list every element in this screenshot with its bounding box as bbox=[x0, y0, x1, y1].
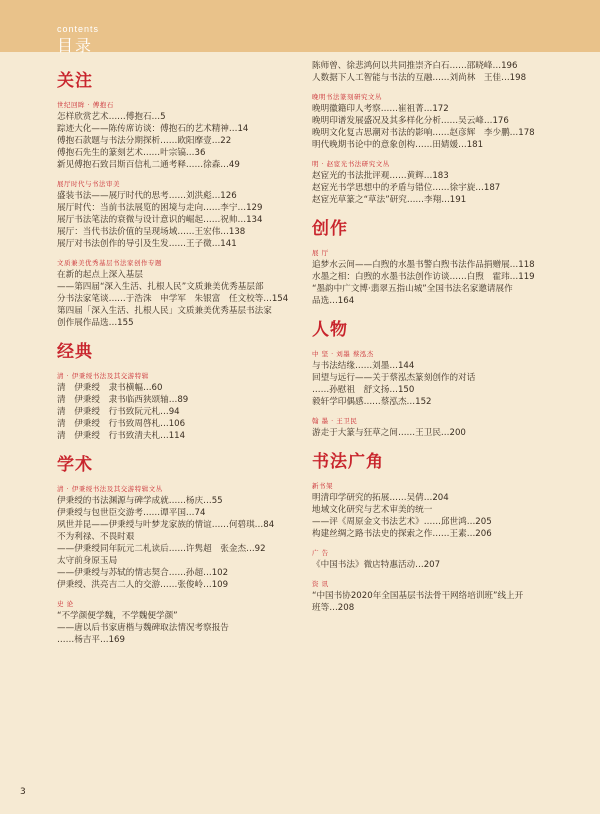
toc-group bbox=[312, 481, 557, 540]
group-label: 文质兼美优秀基层书法家创作专题 bbox=[57, 259, 162, 267]
toc-entry[interactable]: 新见傅抱石致吕斯百信札二通考释……徐森…49 bbox=[57, 160, 240, 170]
toc-group bbox=[312, 92, 557, 151]
header-bar bbox=[0, 0, 600, 55]
toc-group bbox=[312, 579, 557, 614]
toc-section bbox=[57, 66, 302, 329]
toc-entry[interactable]: ——唐以后书家唐楷与魏碑取法情况考察报告 bbox=[57, 623, 229, 633]
toc-entry[interactable]: 展厅：当代书法价值的呈现场域……王宏伟…138 bbox=[57, 227, 246, 237]
toc-entry[interactable]: ——第四届“深入生活、扎根人民”文质兼美优秀基层部 bbox=[57, 282, 264, 292]
toc-entry[interactable]: 清 伊秉绶 行书致清夫札…114 bbox=[57, 431, 186, 441]
toc-group bbox=[57, 484, 302, 591]
toc-entry[interactable]: ——伊秉绶与苏轼的情志契合……孙超…102 bbox=[57, 568, 229, 578]
toc-entry[interactable]: 伊秉绶与包世臣交游考……谭平国…74 bbox=[57, 508, 206, 518]
toc-entry[interactable]: 班等…208 bbox=[312, 603, 355, 613]
group-label: 明 · 赵宧光书法研究文丛 bbox=[312, 160, 390, 168]
toc-entry[interactable]: ——评《周原金文书法艺术》……邱世鸿…205 bbox=[312, 517, 492, 527]
toc-right-column bbox=[312, 60, 557, 622]
toc-entry[interactable]: 盛装书法——展厅时代的思考……刘洪彪…126 bbox=[57, 191, 237, 201]
toc-group bbox=[312, 349, 557, 408]
toc-entry[interactable]: 怎样欣赏艺术……傅抱石…5 bbox=[57, 112, 166, 122]
toc-entry[interactable]: 傅抱石款题与书法分期探析……欧阳摩壹…22 bbox=[57, 136, 232, 146]
section-title: 书法广角 bbox=[312, 452, 384, 472]
toc-entry[interactable]: 伊秉绶的书法渊源与碑学成就……杨庆…55 bbox=[57, 496, 223, 506]
toc-entry[interactable]: 夙世并昆——伊秉绶与叶梦龙家族的情谊……何碧琪…84 bbox=[57, 520, 275, 530]
toc-entry[interactable]: 展厅时代：当前书法展览的困境与走向……李宁…129 bbox=[57, 203, 263, 213]
toc-section bbox=[312, 214, 557, 307]
group-label: 广 告 bbox=[312, 549, 329, 557]
toc-group bbox=[57, 371, 302, 442]
toc-entry[interactable]: 晚明印谱发展盛况及其多样化分析……吴云峰…176 bbox=[312, 116, 509, 126]
toc-entry[interactable]: 与书法结缘……刘墨…144 bbox=[312, 361, 415, 371]
toc-entry[interactable]: 人数据下人工智能与书法的互融……刘尚林 王佳…198 bbox=[312, 73, 527, 83]
toc-group bbox=[57, 599, 302, 646]
toc-entry[interactable]: 踪迹大化——陈传席访谈：傅抱石的艺术精神…14 bbox=[57, 124, 249, 134]
toc-entry[interactable]: 构建丝绸之路书法史的探索之作……王素…206 bbox=[312, 529, 492, 539]
toc-entry[interactable]: 第四届「深入生活、扎根人民」文质兼美优秀基层书法家 bbox=[57, 306, 272, 316]
toc-entry[interactable]: 清 伊秉绶 隶书临西狭颂轴…89 bbox=[57, 395, 189, 405]
group-label: 资 讯 bbox=[312, 580, 329, 588]
toc-section bbox=[312, 315, 557, 439]
group-label: 新书架 bbox=[312, 482, 333, 490]
toc-section bbox=[57, 450, 302, 646]
toc-entry[interactable]: 游走于大篆与狂草之间……王卫民…200 bbox=[312, 428, 466, 438]
toc-entry[interactable]: 品选…164 bbox=[312, 296, 355, 306]
group-label: 史 论 bbox=[57, 600, 74, 608]
group-label: 中 坚 · 刘墨 蔡泓杰 bbox=[312, 350, 374, 358]
toc-entry[interactable]: 在新的起点上深入基层 bbox=[57, 270, 143, 280]
toc-group bbox=[312, 248, 557, 307]
toc-entry[interactable]: ——伊秉绶同年阮元二札读后……许隽超 张金杰…92 bbox=[57, 544, 266, 554]
toc-left-column bbox=[57, 60, 302, 654]
toc-entry[interactable]: 清 伊秉绶 行书致阮元札…94 bbox=[57, 407, 180, 417]
group-label: 清 · 伊秉绶书法及其交游特辑文丛 bbox=[57, 485, 163, 493]
toc-entry[interactable]: 水墨之相：白煦的水墨书法创作访谈……白煦 霍玮…119 bbox=[312, 272, 535, 282]
section-title: 经典 bbox=[57, 342, 93, 362]
toc-entry[interactable]: 晚明文化复古思潮对书法的影响……赵彦辉 李少鹏…178 bbox=[312, 128, 535, 138]
group-label: 翰 墨 · 王卫民 bbox=[312, 417, 358, 425]
toc-entry[interactable]: 不为利禄、不畏时艰 bbox=[57, 532, 135, 542]
group-label: 世纪回眸 · 傅抱石 bbox=[57, 101, 114, 109]
toc-section bbox=[312, 447, 557, 614]
toc-entry[interactable]: 分书法家笔谈……于浩洙 申学军 朱银富 任文校等…154 bbox=[57, 294, 289, 304]
toc-entry[interactable]: 《中国书法》微店特惠活动…207 bbox=[312, 560, 441, 570]
toc-section bbox=[57, 337, 302, 442]
toc-entry[interactable]: 晚明徽籍印人考察……崔祖菁…172 bbox=[312, 104, 449, 114]
toc-entry[interactable]: 展厅书法笔法的衰微与设计意识的崛起……祝帅…134 bbox=[57, 215, 263, 225]
toc-entry[interactable]: 赵宧光草篆之“草法”研究……李翔…191 bbox=[312, 195, 467, 205]
toc-entry[interactable]: 明代晚期书论中的意象创构……田婧媛…181 bbox=[312, 140, 484, 150]
toc-entry[interactable]: 明清印学研究的拓展……吴倩…204 bbox=[312, 493, 449, 503]
toc-entry[interactable]: ……杨吉平…169 bbox=[57, 635, 125, 645]
toc-entry[interactable]: ……孙慰祖 舒文扬…150 bbox=[312, 385, 415, 395]
toc-entry[interactable]: 地域文化研究与艺术审美的统一 bbox=[312, 505, 433, 515]
toc-group bbox=[312, 416, 557, 439]
toc-entry[interactable]: 陈师曾、徐悲鸿何以共同推崇齐白石……邵晓峰…196 bbox=[312, 61, 518, 71]
toc-entry[interactable]: 创作展作品选…155 bbox=[57, 318, 134, 328]
page-number: 3 bbox=[20, 787, 26, 797]
section-title: 人物 bbox=[312, 320, 348, 340]
toc-entry[interactable]: 毅轩学印偶感……蔡泓杰…152 bbox=[312, 397, 432, 407]
toc-section bbox=[312, 60, 557, 206]
section-title: 学术 bbox=[57, 455, 93, 475]
toc-group bbox=[312, 548, 557, 571]
toc-entry[interactable]: 清 伊秉绶 行书致周啓札…106 bbox=[57, 419, 186, 429]
toc-entry[interactable]: 赵宧光书学思想中的矛盾与错位……徐宇旋…187 bbox=[312, 183, 501, 193]
toc-entry[interactable]: “不学颜便学魏，不学魏便学颜” bbox=[57, 611, 178, 621]
toc-entry[interactable]: 伊秉绶、洪亮吉二人的交游……张俊岭…109 bbox=[57, 580, 229, 590]
toc-group bbox=[57, 100, 302, 171]
group-label: 展厅时代与书法审美 bbox=[57, 180, 120, 188]
toc-entry[interactable]: “中国书协2020年全国基层书法骨干网络培训班”线上开 bbox=[312, 591, 524, 601]
group-label: 晚明书法篆刻研究文丛 bbox=[312, 93, 382, 101]
group-label: 展 厅 bbox=[312, 249, 329, 257]
toc-group bbox=[57, 179, 302, 250]
toc-group bbox=[312, 159, 557, 206]
section-title: 关注 bbox=[57, 71, 93, 91]
toc-group bbox=[312, 60, 557, 84]
toc-entry[interactable]: “墨韵中广文博·翡翠五指山城”全国书法名家邀请展作 bbox=[312, 284, 513, 294]
toc-entry[interactable]: 傅抱石先生的篆刻艺术……叶宗镐…36 bbox=[57, 148, 206, 158]
toc-entry[interactable]: 太守前身原玉局 bbox=[57, 556, 118, 566]
toc-entry[interactable]: 展厅对书法创作的导引及生发……王子微…141 bbox=[57, 239, 237, 249]
toc-entry[interactable]: 追梦水云间——白煦的水墨书警白煦书法作品捐赠展…118 bbox=[312, 260, 535, 270]
toc-entry[interactable]: 赵宧光的书法批评观……黄辉…183 bbox=[312, 171, 449, 181]
toc-group bbox=[57, 258, 302, 329]
toc-entry[interactable]: 清 伊秉绶 隶书横幅…60 bbox=[57, 383, 163, 393]
toc-entry[interactable]: 回望与远行——关于蔡泓杰篆刻创作的对话 bbox=[312, 373, 476, 383]
contents-label-en: contents bbox=[57, 24, 100, 34]
group-label: 清 · 伊秉绶书法及其交游特辑 bbox=[57, 372, 149, 380]
contents-label-zh: 目录 bbox=[57, 36, 94, 55]
section-title: 创作 bbox=[312, 219, 348, 239]
